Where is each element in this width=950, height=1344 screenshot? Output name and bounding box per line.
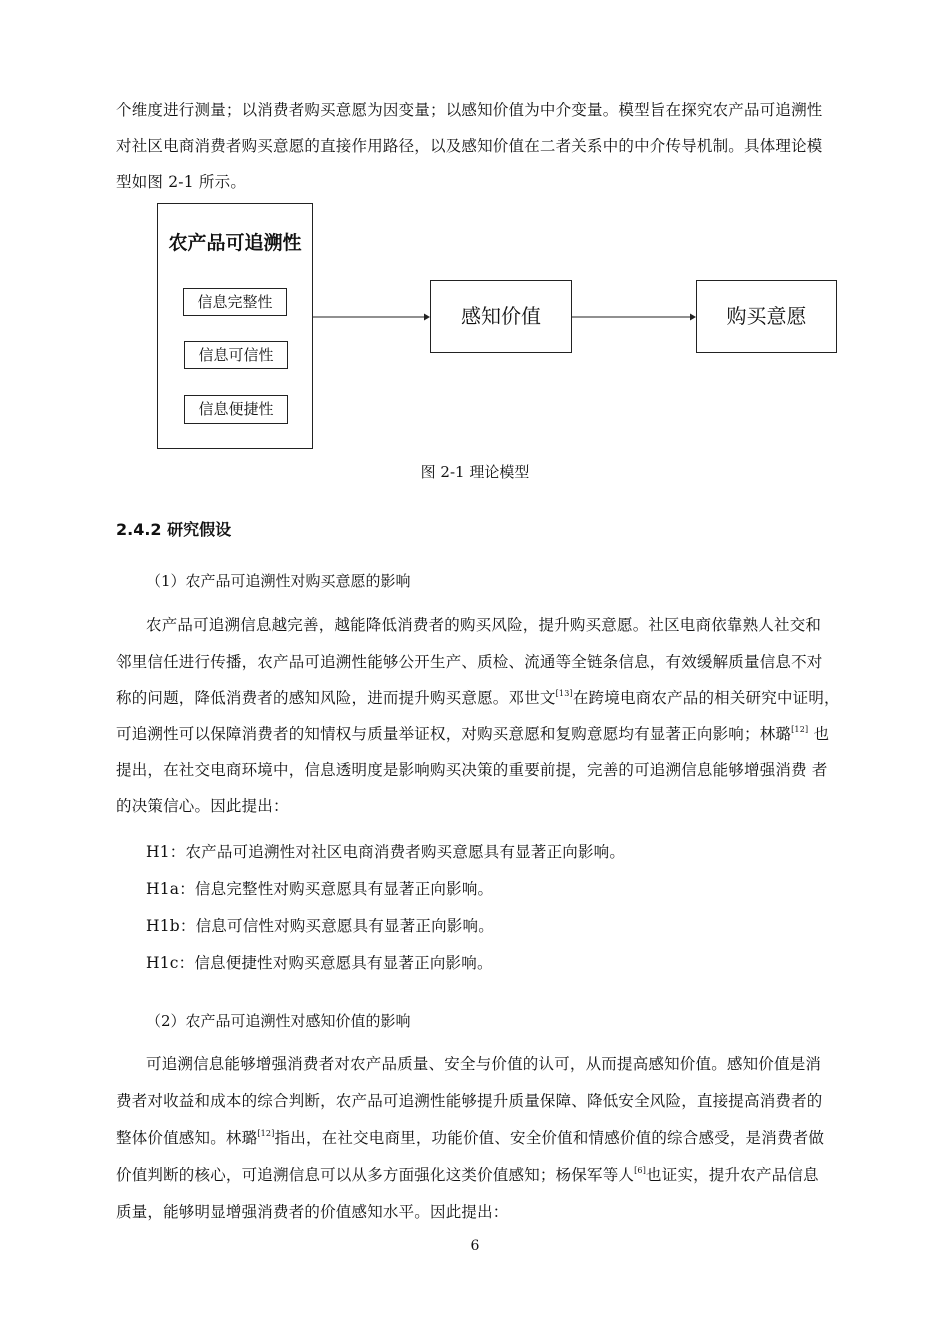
- para2-line-1: 可追溯信息能够增强消费者对农产品质量、安全与价值的认可，从而提高感知价值。感知价值是消: [146, 1055, 822, 1073]
- para2-line-4: 价值判断的核心，可追溯信息可以从多方面强化这类价值感知；杨保军等人[6]也证实，提升农产品信息: [116, 1166, 819, 1184]
- citation-12b: [12]: [257, 1129, 275, 1138]
- citation-12: [12]: [791, 725, 809, 734]
- para1-line-6: 的决策信心。因此提出：: [116, 797, 289, 815]
- section-heading: 2.4.2 研究假设: [116, 520, 232, 539]
- purchase-intention-label: 购买意愿: [726, 304, 807, 328]
- arrow-head-1: [424, 314, 430, 321]
- sub-item-credibility-label: 信息可信性: [198, 346, 274, 364]
- sub-item-convenience-label: 信息便捷性: [198, 400, 274, 418]
- figure-caption: 图 2-1 理论模型: [420, 463, 530, 481]
- diagram-arrows: [0, 0, 950, 500]
- page-number: 6: [470, 1238, 480, 1254]
- para2-line-3: 整体价值感知。林璐[12]指出，在社交电商里，功能价值、安全价值和情感价值的综合感受，是消费者做: [116, 1129, 825, 1147]
- intro-line-1: 个维度进行测量；以消费者购买意愿为因变量；以感知价值为中介变量。模型旨在探究农产品可追溯性: [116, 101, 823, 119]
- subsection-2-title: （2）农产品可追溯性对感知价值的影响: [146, 1012, 411, 1030]
- intro-line-2: 对社区电商消费者购买意愿的直接作用路径，以及感知价值在二者关系中的中介传导机制。具体理论模: [116, 137, 823, 155]
- traceability-title: 农产品可追溯性: [168, 232, 302, 254]
- hypothesis-h1a: H1a：信息完整性对购买意愿具有显著正向影响。: [146, 880, 494, 898]
- para1-line-1: 农产品可追溯信息越完善，越能降低消费者的购买风险，提升购买意愿。社区电商依靠熟人社交和: [146, 616, 822, 634]
- para2-line-5: 质量，能够明显增强消费者的价值感知水平。因此提出：: [116, 1203, 509, 1221]
- hypothesis-h1b: H1b：信息可信性对购买意愿具有显著正向影响。: [146, 917, 494, 935]
- citation-13: [13]: [555, 689, 573, 698]
- para1-line-4: 可追溯性可以保障消费者的知情权与质量举证权，对购买意愿和复购意愿均有显著正向影响；林璐[12] 也: [116, 725, 830, 743]
- hypothesis-h1c: H1c：信息便捷性对购买意愿具有显著正向影响。: [146, 954, 493, 972]
- perceived-value-label: 感知价值: [461, 304, 541, 328]
- hypothesis-h1: H1：农产品可追溯性对社区电商消费者购买意愿具有显著正向影响。: [146, 843, 626, 861]
- citation-6: [6]: [634, 1166, 647, 1175]
- subsection-1-title: （1）农产品可追溯性对购买意愿的影响: [146, 572, 411, 590]
- para1-line-2: 邻里信任进行传播，农产品可追溯性能够公开生产、质检、流通等全链条信息，有效缓解质量信息不对: [116, 653, 823, 671]
- intro-line-3: 型如图 2-1 所示。: [116, 173, 247, 191]
- para1-line-5: 提出，在社交电商环境中，信息透明度是影响购买决策的重要前提，完善的可追溯信息能够增强消费 者: [116, 761, 828, 779]
- para2-line-2: 费者对收益和成本的综合判断，农产品可追溯性能够提升质量保障、降低安全风险，直接提高消费者的: [116, 1092, 823, 1110]
- para1-line-3: 称的问题，降低消费者的感知风险，进而提升购买意愿。邓世文[13]在跨境电商农产品的相关研究中证明，: [116, 689, 840, 707]
- sub-item-completeness-label: 信息完整性: [197, 293, 273, 311]
- arrow-head-2: [690, 314, 696, 321]
